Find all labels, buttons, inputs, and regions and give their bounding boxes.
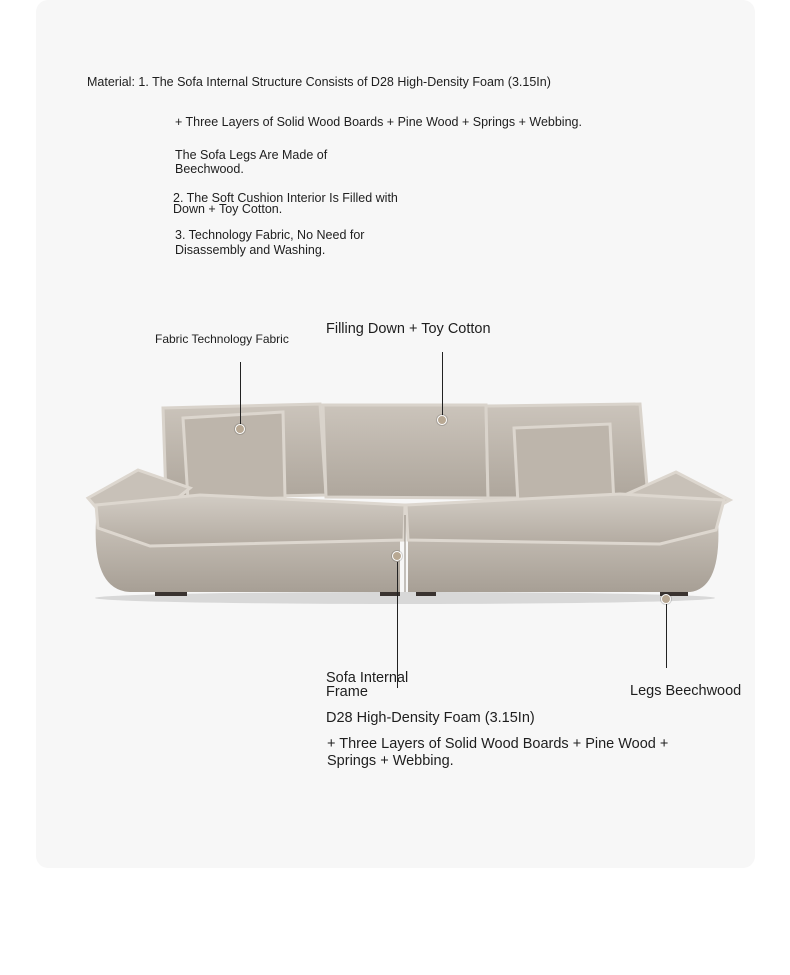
cushion-text-2: Down + Toy Cotton. xyxy=(173,202,283,216)
fabric-text-1: 3. Technology Fabric, No Need for xyxy=(175,228,365,242)
material-line-1: Material: 1. The Sofa Internal Structure Consists of D28 High-Density Foam (3.15In) xyxy=(87,75,551,89)
legs-callout-label: Legs Beechwood xyxy=(630,683,742,699)
legs-text-2: Beechwood. xyxy=(175,162,244,176)
fabric-callout-line xyxy=(240,362,241,428)
filling-callout-label: Filling Down + Toy Cotton xyxy=(326,321,491,337)
foam-label: D28 High-Density Foam (3.15In) xyxy=(326,710,535,726)
cushion-text-1: 2. The Soft Cushion Interior Is Filled with xyxy=(173,191,398,205)
legs-text-1: The Sofa Legs Are Made of xyxy=(175,148,328,162)
fabric-text-2: Disassembly and Washing. xyxy=(175,243,326,257)
material-line-2: + Three Layers of Solid Wood Boards + Pine Wood + Springs + Webbing. xyxy=(175,115,582,129)
legs-marker xyxy=(661,594,671,604)
filling-marker xyxy=(437,415,447,425)
filling-callout-line xyxy=(442,352,443,418)
fabric-callout-label: Fabric Technology Fabric xyxy=(155,332,289,346)
layers-label-2: Springs + Webbing. xyxy=(327,753,454,769)
layers-label-1: + Three Layers of Solid Wood Boards + Pine Wood + xyxy=(327,736,669,752)
frame-marker xyxy=(392,551,402,561)
fabric-marker xyxy=(235,424,245,434)
frame-label-2: Frame xyxy=(326,684,368,700)
frame-label-1: Sofa Internal xyxy=(326,670,409,686)
legs-callout-line xyxy=(666,604,667,668)
